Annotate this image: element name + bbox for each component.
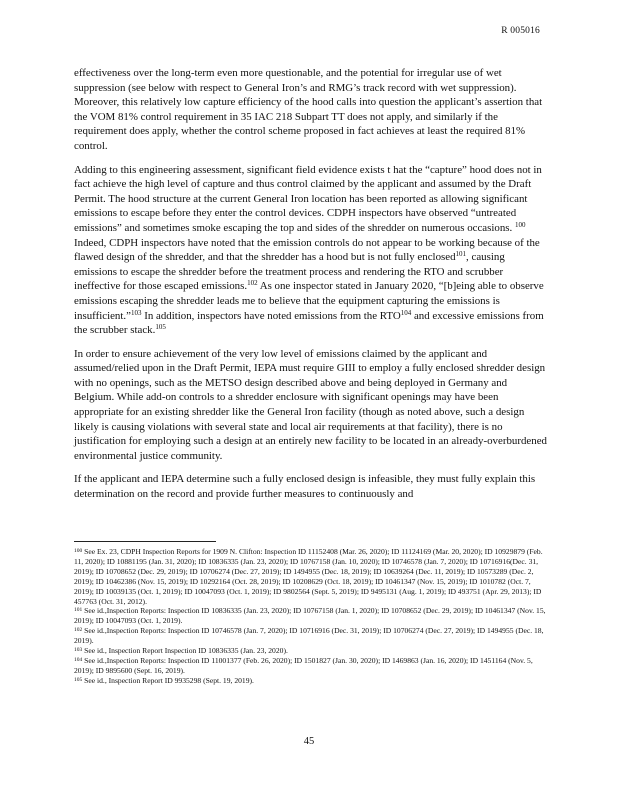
text-run: Adding to this engineering assessment, significant field evidence exists t hat the “capture” hood does not in fact achieve the high level of capture and thus control claimed by the applicant and assumed by the Draft Permit. The hood structure at the current General Iron location has been reported as allowing significant emissions to escape before they enter the control devices. CDPH inspectors have observed “untreated emissions” and sometimes smoke escaping the top and sides of the shredder on numerous occasions.	[74, 163, 542, 234]
text-run: In addition, inspectors have noted emissions from the RTO	[141, 309, 401, 322]
footnote-text: See id., Inspection Report ID 9935298 (Sept. 19, 2019).	[82, 675, 254, 685]
footnote-text: See Ex. 23, CDPH Inspection Reports for 1909 N. Clifton: Inspection ID 11152408 (Mar. 26, 2020); ID 11124169 (Mar. 20, 2020); ID 10929879 (Feb. 11, 2020); ID 10881195 (Jan. 31, 2020); ID 10836335 (Jan. 23, 2020); ID 10767158 (Jan. 10, 2020); ID 10746578 (Jan. 7, 2020); ID 10716916(Dec. 31, 2019); ID 10708652 (Dec. 29, 2019); ID 10706274 (Dec. 27, 2019); ID 1494955 (Dec. 18, 2019); ID 10639264 (Dec. 11, 2019); ID 10573289 (Dec. 2, 2019); ID 10462386 (Nov. 15, 2019); ID 10292164 (Oct. 28, 2019); ID 10208629 (Oct. 18, 2019); ID 10461347 (Nov. 15, 2019); ID 1010782 (Oct. 7, 2019); ID 10039135 (Oct. 1, 2019); ID 10047093 (Oct. 1, 2019); ID 9802564 (Sept. 5, 2019); ID 9495131 (Aug. 1, 2019); ID 493751 (Apr. 29, 2013); ID 457763 (Oct. 31, 2012).	[74, 547, 543, 606]
footnote-text: See id.,Inspection Reports: Inspection ID 11001377 (Feb. 26, 2020); ID 1501827 (Jan. 30, 2020); ID 1469863 (Jan. 16, 2020); ID 1451164 (Nov. 5, 2019); ID 9895600 (Sept. 16, 2019).	[74, 655, 533, 675]
footnote-reference: 102	[247, 279, 258, 288]
footnote-reference: 105	[155, 323, 166, 332]
footnote	[74, 626, 550, 646]
footnote-divider	[74, 541, 216, 542]
footnote-number: 105	[74, 676, 83, 683]
footnote-text: See id.,Inspection Reports: Inspection ID 10836335 (Jan. 23, 2020); ID 10767158 (Jan. 1, 2020); ID 10708652 (Dec. 29, 2019); ID 10461347 (Nov. 15, 2019); ID 10047093 (Oct. 1, 2019).	[74, 606, 546, 626]
page-number: 45	[303, 736, 315, 747]
footnote	[74, 547, 550, 606]
footnote-text: See id.,Inspection Reports: Inspection ID 10746578 (Jan. 7, 2020); ID 10716916 (Dec. 31, 2019); ID 10706274 (Dec. 27, 2019); ID 1494955 (Dec. 18, 2019).	[74, 626, 544, 646]
text-run: effectiveness over the long-term even more questionable, and the potential for irregular use of wet suppression (see below with respect to General Iron’s and RMG’s track record with wet suppression). Moreover, this relatively low capture efficiency of the hood calls into question the applicant’s assertion that the VOM 81% control requirement in 35 IAC 218 Subpart TT does not apply, and similarly if the requirement does apply, whether the control scheme proposed in fact achieves at least the required 81% control.	[74, 67, 543, 152]
footnote	[74, 676, 550, 686]
footnote-number: 100	[74, 548, 83, 554]
text-run: If the applicant and IEPA determine such a fully enclosed design is infeasible, they must fully explain this determination on the record and provide further measures to continuously and	[74, 473, 536, 501]
text-run: In order to ensure achievement of the very low level of emissions claimed by the applicant and assumed/relied upon in the Draft Permit, IEPA must require GIII to employ a fully enclosed shredder design with no openings, such as the METSO design described above and being deployed in Germany and Belgium. While add-on controls to a shredder enclosure with significant openings may have been appropriate for an existing shredder like the General Iron facility (though as noted above, such a design likely is causing violations with several state and local air requirements at that facility), there is no justification for employing such a design at an entirely new facility to be located in an already-overburdened environmental justice community.	[74, 347, 547, 462]
footnote-text: See id., Inspection Report Inspection ID 10836335 (Jan. 23, 2020).	[82, 646, 288, 656]
footnote-reference: 104	[400, 308, 412, 317]
body-text	[74, 66, 548, 511]
footnote-reference: 103	[130, 308, 142, 317]
footnote-reference: 101	[455, 250, 467, 259]
body-paragraph	[74, 163, 548, 338]
footnote	[74, 646, 550, 656]
text-run: and excessive emissions from the scrubber stack.	[74, 309, 544, 337]
footnote	[74, 606, 550, 626]
footnote	[74, 656, 550, 676]
body-paragraph	[74, 347, 548, 464]
bates-number: R 005016	[501, 26, 540, 36]
body-paragraph	[74, 472, 548, 501]
footnote-number: 104	[74, 656, 83, 663]
footnote-number: 102	[74, 627, 83, 634]
text-run: , causing emissions to escape the shredder before the treatment process and rendering the RTO and scrubber ineffective for those escaped emissions.	[74, 251, 505, 293]
text-run: As one inspector stated in January 2020, “[b]eing able to observe emissions escaping the shredder leads me to believe that the equipment capturing the emissions is insufficient.”	[74, 280, 544, 322]
body-paragraph	[74, 66, 548, 154]
text-run: Indeed, CDPH inspectors have noted that the emission controls do not appear to be working because of the flawed design of the shredder, and that the shredder has a hood but is not fully enclosed	[74, 236, 540, 264]
footnotes	[74, 547, 550, 686]
footnote-number: 101	[74, 607, 83, 614]
footnote-number: 103	[74, 647, 83, 654]
footnote-reference: 100	[514, 220, 526, 229]
